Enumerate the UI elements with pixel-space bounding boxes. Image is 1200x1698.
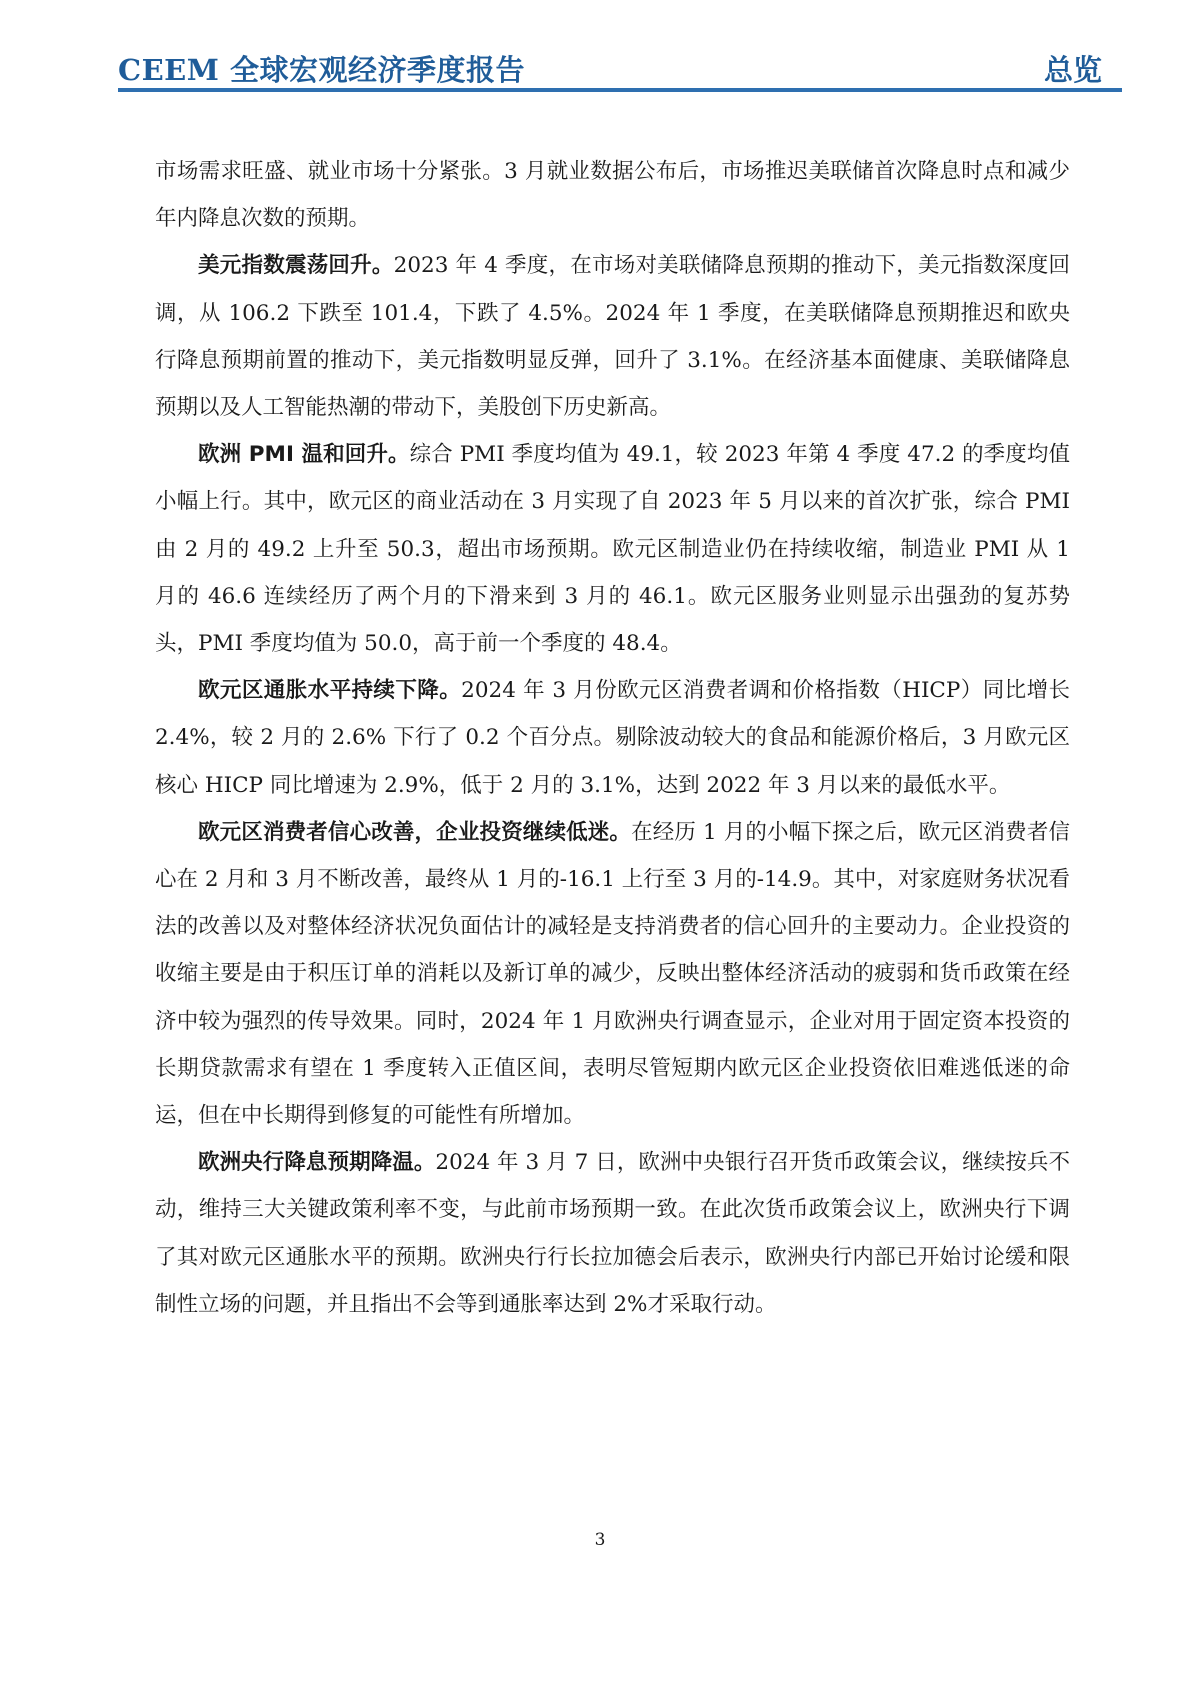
paragraph-euro-pmi bbox=[155, 431, 1070, 667]
report-title: CEEM 全球宏观经济季度报告 bbox=[118, 53, 525, 87]
paragraph-lead: 欧元区通胀水平持续下降。 bbox=[198, 678, 462, 704]
page-header bbox=[118, 48, 1122, 87]
body-text bbox=[155, 148, 1070, 1328]
paragraph-text: 2024 年 3 月 7 日，欧洲中央银行召开货币政策会议，继续按兵不动，维持三大关键政策利率不变，与此前市场预期一致。在此次货币政策会议上，欧洲央行下调了其对欧元区通胀水平的预期。欧洲央行行长拉加德会后表示，欧洲央行内部已开始讨论缓和限制性立场的问题，并且指出不会等到通胀率达到 2%才采取行动。 bbox=[155, 1150, 1070, 1317]
paragraph-euro-inflation bbox=[155, 667, 1070, 809]
paragraph-text: 综合 PMI 季度均值为 49.1，较 2023 年第 4 季度 47.2 的季度均值小幅上行。其中，欧元区的商业活动在 3 月实现了自 2023 年 5 月以来的首次扩张，综合 PMI 由 2 月的 49.2 上升至 50.3，超出市场预期。欧元区制造业仍在持续收缩，制造业 PMI 从 1 月的 46.6 连续经历了两个月的下滑来到 3 月的 46.1。欧元区服务业则显示出强劲的复苏势头，PMI 季度均值为 50.0，高于前一个季度的 48.4。 bbox=[155, 442, 1070, 657]
paragraph-euro-confidence bbox=[155, 809, 1070, 1139]
paragraph-lead: 欧元区消费者信心改善，企业投资继续低迷。 bbox=[198, 819, 632, 845]
paragraph-continuation bbox=[155, 148, 1070, 242]
paragraph-text: 在经历 1 月的小幅下探之后，欧元区消费者信心在 2 月和 3 月不断改善，最终从 1 月的-16.1 上行至 3 月的-14.9。其中，对家庭财务状况看法的改善以及对整体经济状况负面估计的减轻是支持消费者的信心回升的主要动力。企业投资的收缩主要是由于积压订单的消耗以及新订单的减少，反映出整体经济活动的疲弱和货币政策在经济中较为强烈的传导效果。同时，2024 年 1 月欧洲央行调查显示，企业对用于固定资本投资的长期贷款需求有望在 1 季度转入正值区间，表明尽管短期内欧元区企业投资依旧难逃低迷的命运，但在中长期得到修复的可能性有所增加。 bbox=[155, 819, 1070, 1129]
paragraph-text: 2023 年 4 季度，在市场对美联储降息预期的推动下，美元指数深度回调，从 106.2 下跌至 101.4，下跌了 4.5%。2024 年 1 季度，在美联储降息预期推迟和欧央行降息预期前置的推动下，美元指数明显反弹，回升了 3.1%。在经济基本面健康、美联储降息预期以及人工智能热潮的带动下，美股创下历史新高。 bbox=[155, 253, 1070, 421]
paragraph-text: 2024 年 3 月份欧元区消费者调和价格指数（HICP）同比增长 2.4%，较 2 月的 2.6% 下行了 0.2 个百分点。剔除波动较大的食品和能源价格后，3 月欧元区核心 HICP 同比增速为 2.9%，低于 2 月的 3.1%，达到 2022 年 3 月以来的最低水平。 bbox=[155, 678, 1070, 798]
paragraph-text: 市场需求旺盛、就业市场十分紧张。3 月就业数据公布后，市场推迟美联储首次降息时点和减少年内降息次数的预期。 bbox=[155, 159, 1070, 232]
section-name: 总览 bbox=[1043, 53, 1102, 87]
paragraph-ecb-rates bbox=[155, 1139, 1070, 1328]
paragraph-lead: 欧洲央行降息预期降温。 bbox=[198, 1150, 436, 1176]
paragraph-lead: 欧洲 PMI 温和回升。 bbox=[198, 442, 410, 468]
paragraph-dollar-index bbox=[155, 242, 1070, 431]
header-rule bbox=[118, 88, 1122, 92]
page-number: 3 bbox=[594, 1530, 606, 1550]
paragraph-lead: 美元指数震荡回升。 bbox=[198, 253, 394, 279]
